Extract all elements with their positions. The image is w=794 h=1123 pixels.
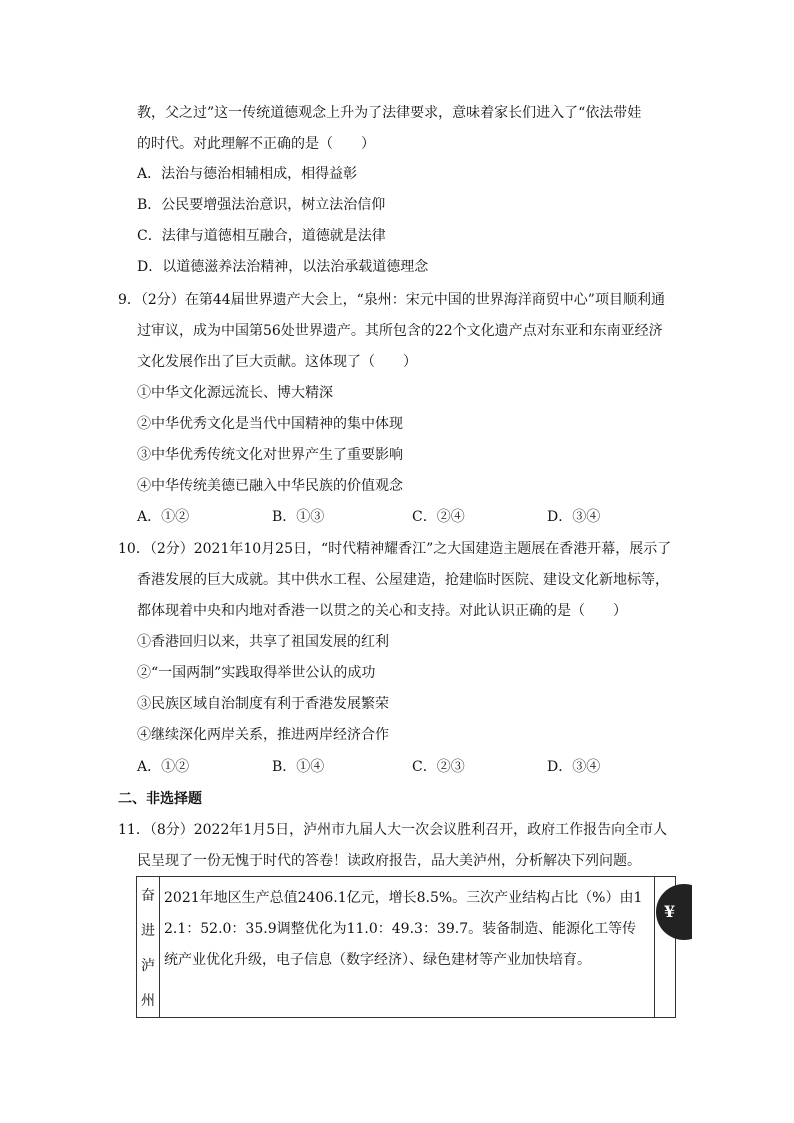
q11-info-table	[136, 876, 676, 1018]
q9-choice-a: A．①②	[137, 509, 190, 525]
q10-choices	[135, 757, 655, 777]
q9-item-2: ②中华优秀文化是当代中国精神的集中体现	[137, 416, 403, 432]
q8-option-a: A．法治与德治相辅相成，相得益彰	[137, 166, 358, 182]
q8-option-c: C．法律与道德相互融合，道德就是法律	[137, 228, 386, 244]
q10-choice-d: D．③④	[547, 759, 601, 775]
q8-option-d: D．以道德滋养法治精神，以法治承载道德理念	[137, 259, 429, 275]
q9-choice-b: B．①③	[272, 509, 325, 525]
q10-item-2: ②“一国两制”实践取得举世公认的成功	[137, 665, 376, 681]
q10-choice-c: C．②③	[412, 759, 465, 775]
q9-stem-line-1: 9．（2分）在第44届世界遗产大会上，“泉州：宋元中国的世界海洋商贸中心”项目顺利通	[118, 292, 665, 308]
q10-choice-a: A．①②	[137, 759, 190, 775]
q9-stem-line-3: 文化发展作出了巨大贡献。这体现了（ ）	[137, 354, 417, 370]
label-char: 进	[141, 923, 155, 939]
q10-stem-line-3: 都体现着中央和内地对香港一以贯之的关心和支持。对此认识正确的是（ ）	[137, 603, 627, 619]
q10-stem-line-1: 10．（2分）2021年10月25日，“时代精神耀香江”之大国建造主题展在香港开幕，展示了	[118, 541, 672, 557]
q10-item-1: ①香港回归以来，共享了祖国发展的红利	[137, 634, 389, 650]
q9-item-4: ④中华传统美德已融入中华民族的价值观念	[137, 478, 403, 494]
info-table-label-cell	[137, 877, 160, 1018]
q10-item-4: ④继续深化两岸关系，推进两岸经济合作	[137, 727, 389, 743]
label-char: 州	[141, 993, 155, 1009]
label-char: 泸	[141, 958, 155, 974]
label-char: 奋	[141, 888, 155, 904]
q10-stem-line-2: 香港发展的巨大成就。其中供水工程、公屋建造，抢建临时医院、建设文化新地标等，	[137, 572, 669, 588]
yuan-coin-icon: ¥	[656, 884, 692, 940]
q8-stem-line-1: 教，父之过”这一传统道德观念上升为了法律要求，意味着家长们进入了“依法带娃	[137, 105, 642, 121]
q8-option-b: B．公民要增强法治意识，树立法治信仰	[137, 197, 386, 213]
q9-choice-c: C．②④	[412, 509, 465, 525]
q9-choice-d: D．③④	[547, 509, 601, 525]
q10-item-3: ③民族区域自治制度有利于香港发展繁荣	[137, 696, 389, 712]
q11-stem-line-1: 11．（8分）2022年1月5日，泸州市九届人大一次会议胜利召开，政府工作报告向全市人	[118, 822, 668, 838]
info-table-content: 2021年地区生产总值2406.1亿元，增长8.5%。三次产业结构占比（%）由12.1：52.0：35.9调整优化为11.0：49.3：39.7。装备制造、能源化工等传统产业优化升级，电子信息（数字经济）、绿色建材等产业加快培育。	[160, 877, 655, 1018]
section-title: 二、非选择题	[118, 791, 202, 807]
q11-stem-line-2: 民呈现了一份无愧于时代的答卷！读政府报告，品大美泸州，分析解决下列问题。	[137, 853, 641, 869]
q10-choice-b: B．①④	[272, 759, 325, 775]
q9-choices	[135, 507, 655, 527]
q8-stem-line-2: 的时代。对此理解不正确的是（ ）	[137, 136, 375, 152]
q9-item-3: ③中华优秀传统文化对世界产生了重要影响	[137, 447, 403, 463]
q9-stem-line-2: 过审议，成为中国第56处世界遗产。其所包含的22个文化遗产点对东亚和东南亚经济	[137, 323, 663, 339]
q9-item-1: ①中华文化源远流长、博大精深	[137, 385, 333, 401]
